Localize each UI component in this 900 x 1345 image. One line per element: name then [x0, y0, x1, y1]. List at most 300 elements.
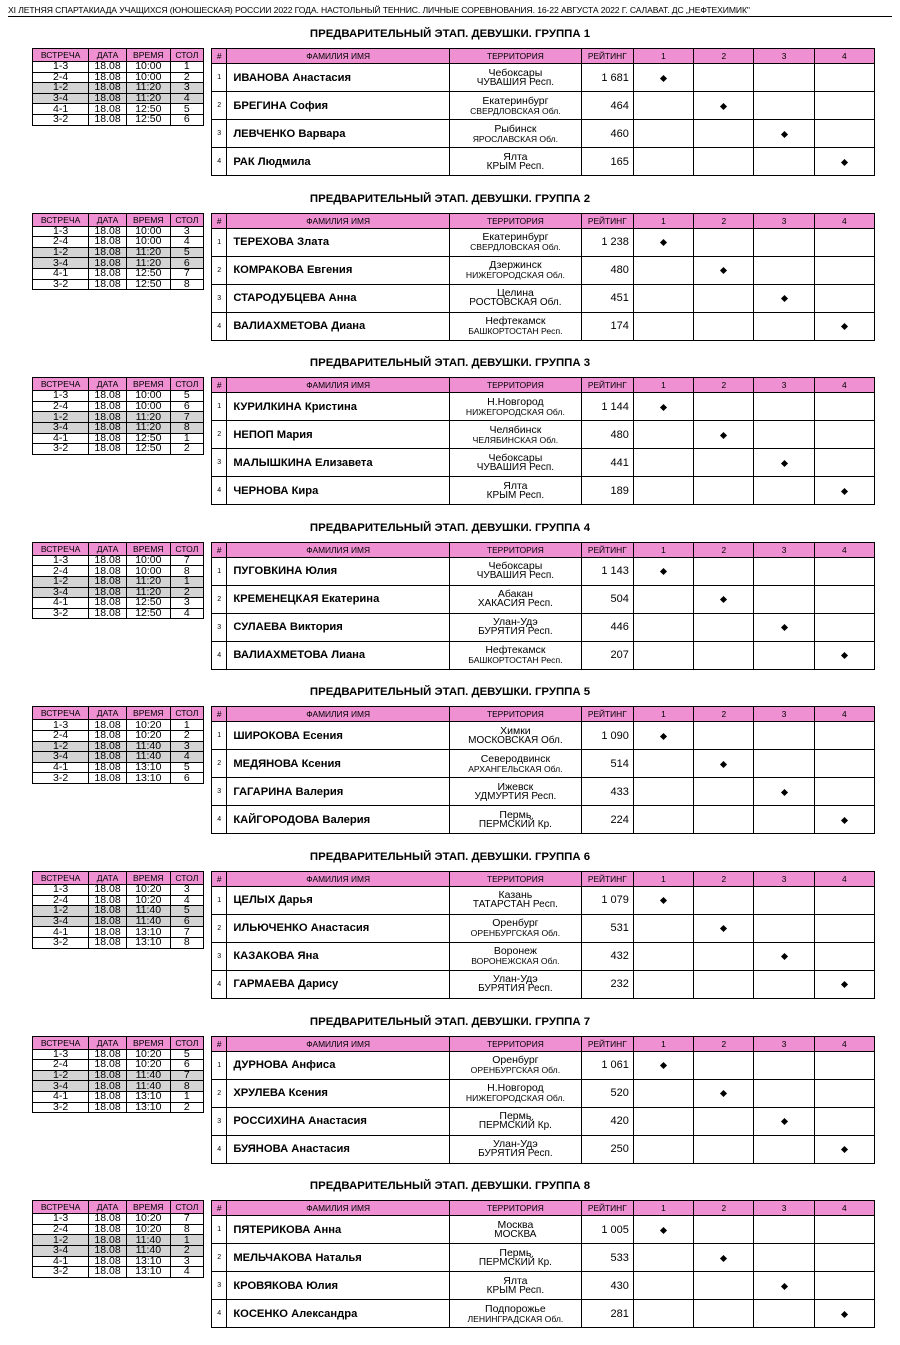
- result-cell: [633, 1300, 693, 1328]
- schedule-table: [32, 213, 204, 291]
- result-cell: [754, 64, 814, 92]
- player-rating: 250: [581, 1135, 633, 1163]
- diagonal-marker: [841, 652, 848, 659]
- schedule-cell: 8: [170, 279, 203, 290]
- group-header-row: [212, 707, 875, 722]
- result-cell: [694, 477, 754, 505]
- player-name: ИЛЬЮЧЕНКО Анастасия: [227, 914, 450, 942]
- schedule-cell: 1-2: [33, 1070, 89, 1081]
- territory-city: Пермь: [499, 1246, 532, 1259]
- result-cell: [694, 1107, 754, 1135]
- player-row: [212, 1051, 875, 1079]
- schedule-cell: 3-2: [33, 279, 89, 290]
- player-territory: [450, 256, 582, 284]
- schedule-cell: 5: [170, 247, 203, 258]
- player-name: СУЛАЕВА Виктория: [227, 613, 450, 641]
- schedule-cell: 3-4: [33, 752, 89, 763]
- player-territory: [450, 641, 582, 669]
- result-cell: [633, 1272, 693, 1300]
- territory-city: Ижевск: [497, 780, 534, 793]
- territory-city: Нефтекамск: [485, 644, 546, 657]
- schedule-cell: 13:10: [126, 1091, 170, 1102]
- schedule-cell: 18.08: [89, 114, 127, 125]
- player-territory: [450, 148, 582, 176]
- result-cell: [633, 641, 693, 669]
- player-number: 4: [212, 477, 227, 505]
- territory-region: ПЕРМСКИЙ Кр.: [478, 1120, 552, 1132]
- player-territory: [450, 1244, 582, 1272]
- player-rating: 1 144: [581, 393, 633, 421]
- player-rating: 514: [581, 750, 633, 778]
- player-name: КРЕМЕНЕЦКАЯ Екатерина: [227, 585, 450, 613]
- territory-city: Дзержинск: [489, 259, 542, 272]
- territory-region: ОРЕНБУРГСКАЯ Обл.: [470, 1065, 561, 1076]
- result-cell: [633, 1107, 693, 1135]
- schedule-cell: 18.08: [89, 1256, 127, 1267]
- player-territory: [450, 942, 582, 970]
- diagonal-marker: [660, 897, 667, 904]
- group-block: [0, 1016, 900, 1181]
- schedule-header-cell: ВРЕМЯ: [126, 542, 170, 555]
- schedule-header-cell: ДАТА: [89, 707, 127, 720]
- player-rating: 165: [581, 148, 633, 176]
- group-header-cell: РЕЙТИНГ: [581, 871, 633, 886]
- player-row: [212, 641, 875, 669]
- player-row: [212, 1244, 875, 1272]
- schedule-cell: 1-2: [33, 412, 89, 423]
- group-title: ПРЕДВАРИТЕЛЬНЫЙ ЭТАП. ДЕВУШКИ. ГРУППА 6: [309, 850, 591, 863]
- player-number: 3: [212, 942, 227, 970]
- player-number: 2: [212, 585, 227, 613]
- schedule-cell: 5: [170, 1049, 203, 1060]
- diagonal-marker: [720, 1090, 727, 1097]
- group-header-cell: 2: [694, 1201, 754, 1216]
- player-rating: 504: [581, 585, 633, 613]
- group-header-cell: 1: [633, 378, 693, 393]
- schedule-cell: 7: [170, 1070, 203, 1081]
- player-rating: 531: [581, 914, 633, 942]
- schedule-cell: 5: [170, 104, 203, 115]
- schedule-header-cell: ВСТРЕЧА: [33, 378, 89, 391]
- result-cell: [694, 148, 754, 176]
- schedule-cell: 11:40: [126, 741, 170, 752]
- schedule-cell: 6: [170, 773, 203, 784]
- player-territory: [450, 1300, 582, 1328]
- schedule-cell: 10:20: [126, 720, 170, 731]
- schedule-table: [32, 706, 204, 784]
- schedule-row: [33, 937, 204, 948]
- schedule-cell: 12:50: [126, 608, 170, 619]
- territory-region: ЛЕНИНГРАДСКАЯ Обл.: [467, 1313, 564, 1324]
- group-header-cell: 3: [754, 49, 814, 64]
- schedule-cell: 13:10: [126, 1256, 170, 1267]
- group-title: ПРЕДВАРИТЕЛЬНЫЙ ЭТАП. ДЕВУШКИ. ГРУППА 1: [309, 28, 591, 40]
- result-cell: [754, 284, 814, 312]
- result-cell: [814, 722, 874, 750]
- group-header-cell: ФАМИЛИЯ ИМЯ: [227, 1201, 450, 1216]
- schedule-header-cell: СТОЛ: [170, 49, 203, 62]
- result-cell: [754, 421, 814, 449]
- result-cell: [694, 120, 754, 148]
- group-header-cell: РЕЙТИНГ: [581, 1201, 633, 1216]
- schedule-cell: 10:00: [126, 72, 170, 83]
- schedule-row: [33, 444, 204, 455]
- schedule-cell: 3: [170, 1256, 203, 1267]
- diagonal-marker: [780, 953, 787, 960]
- player-territory: [450, 750, 582, 778]
- result-cell: [633, 312, 693, 340]
- player-number: 2: [212, 256, 227, 284]
- result-cell: [694, 256, 754, 284]
- player-rating: 430: [581, 1272, 633, 1300]
- schedule-header-cell: ВРЕМЯ: [126, 871, 170, 884]
- result-cell: [814, 778, 874, 806]
- group-block: [0, 522, 900, 687]
- schedule-cell: 12:50: [126, 433, 170, 444]
- diagonal-marker: [660, 568, 667, 575]
- schedule-cell: 2: [170, 444, 203, 455]
- player-name: ЦЕЛЫХ Дарья: [227, 886, 450, 914]
- schedule-cell: 3: [170, 226, 203, 237]
- result-cell: [814, 421, 874, 449]
- group-header-cell: 3: [754, 1201, 814, 1216]
- territory-region: СВЕРДЛОВСКАЯ Обл.: [470, 105, 561, 116]
- schedule-cell: 18.08: [89, 1049, 127, 1060]
- schedule-cell: 3: [170, 598, 203, 609]
- schedule-cell: 6: [170, 114, 203, 125]
- player-row: [212, 557, 875, 585]
- schedule-cell: 18.08: [89, 895, 127, 906]
- player-territory: [450, 64, 582, 92]
- diagonal-marker: [780, 295, 787, 302]
- territory-region: МОСКОВСКАЯ Обл.: [468, 734, 563, 746]
- group-header-cell: #: [212, 1036, 227, 1051]
- schedule-cell: 18.08: [89, 433, 127, 444]
- territory-region: МОСКВА: [494, 1228, 537, 1240]
- group-header-cell: 2: [694, 213, 754, 228]
- result-cell: [814, 1300, 874, 1328]
- player-territory: [450, 1135, 582, 1163]
- schedule-cell: 12:50: [126, 279, 170, 290]
- player-territory: [450, 914, 582, 942]
- group-header-cell: 4: [814, 213, 874, 228]
- player-rating: 446: [581, 613, 633, 641]
- schedule-header-cell: СТОЛ: [170, 213, 203, 226]
- schedule-cell: 2-4: [33, 566, 89, 577]
- player-number: 2: [212, 1244, 227, 1272]
- result-cell: [754, 914, 814, 942]
- territory-region: ЧЕЛЯБИНСКАЯ Обл.: [472, 434, 559, 445]
- result-cell: [633, 92, 693, 120]
- territory-region: ХАКАСИЯ Респ.: [477, 598, 553, 610]
- player-territory: [450, 312, 582, 340]
- player-name: КРОВЯКОВА Юлия: [227, 1272, 450, 1300]
- schedule-cell: 11:40: [126, 1245, 170, 1256]
- result-cell: [633, 1244, 693, 1272]
- schedule-cell: 1-2: [33, 247, 89, 258]
- territory-region: БУРЯТИЯ Респ.: [478, 1148, 553, 1160]
- diagonal-marker: [720, 596, 727, 603]
- player-row: [212, 120, 875, 148]
- group-table: [211, 48, 875, 176]
- player-name: ПУГОВКИНА Юлия: [227, 557, 450, 585]
- schedule-cell: 10:20: [126, 895, 170, 906]
- diagonal-marker: [720, 761, 727, 768]
- schedule-cell: 18.08: [89, 576, 127, 587]
- result-cell: [814, 228, 874, 256]
- player-rating: 207: [581, 641, 633, 669]
- group-header-row: [212, 49, 875, 64]
- group-header-cell: РЕЙТИНГ: [581, 1036, 633, 1051]
- schedule-cell: 1: [170, 576, 203, 587]
- player-territory: [450, 284, 582, 312]
- territory-region: БУРЯТИЯ Респ.: [478, 626, 553, 638]
- result-cell: [694, 421, 754, 449]
- result-cell: [754, 92, 814, 120]
- schedule-cell: 18.08: [89, 608, 127, 619]
- player-row: [212, 256, 875, 284]
- result-cell: [814, 284, 874, 312]
- player-rating: 1 079: [581, 886, 633, 914]
- group-header-cell: 4: [814, 707, 874, 722]
- schedule-header-cell: ВСТРЕЧА: [33, 707, 89, 720]
- player-rating: 1 681: [581, 64, 633, 92]
- schedule-header-cell: ВСТРЕЧА: [33, 1036, 89, 1049]
- territory-region: РОСТОВСКАЯ Обл.: [469, 297, 562, 309]
- result-cell: [814, 120, 874, 148]
- player-row: [212, 1135, 875, 1163]
- schedule-cell: 18.08: [89, 401, 127, 412]
- territory-city: Ялта: [503, 479, 528, 492]
- result-cell: [754, 613, 814, 641]
- schedule-cell: 18.08: [89, 1224, 127, 1235]
- schedule-cell: 2-4: [33, 401, 89, 412]
- player-name: БРЕГИНА София: [227, 92, 450, 120]
- schedule-cell: 2-4: [33, 730, 89, 741]
- territory-city: Челябинск: [489, 423, 542, 436]
- result-cell: [814, 64, 874, 92]
- group-header-cell: 4: [814, 871, 874, 886]
- result-cell: [754, 585, 814, 613]
- schedule-cell: 18.08: [89, 412, 127, 423]
- player-rating: 1 005: [581, 1216, 633, 1244]
- diagonal-marker: [841, 817, 848, 824]
- schedule-cell: 18.08: [89, 247, 127, 258]
- group-header-cell: ФАМИЛИЯ ИМЯ: [227, 1036, 450, 1051]
- player-territory: [450, 421, 582, 449]
- schedule-cell: 18.08: [89, 1245, 127, 1256]
- player-rating: 451: [581, 284, 633, 312]
- schedule-cell: 18.08: [89, 720, 127, 731]
- schedule-row: [33, 1267, 204, 1278]
- territory-region: БАШКОРТОСТАН Респ.: [468, 655, 563, 666]
- player-territory: [450, 778, 582, 806]
- schedule-cell: 3-4: [33, 422, 89, 433]
- group-header-cell: 3: [754, 378, 814, 393]
- schedule-cell: 7: [170, 1214, 203, 1225]
- group-header-cell: 4: [814, 542, 874, 557]
- group-header-row: [212, 542, 875, 557]
- result-cell: [754, 449, 814, 477]
- result-cell: [694, 1272, 754, 1300]
- player-number: 3: [212, 613, 227, 641]
- group-header-cell: РЕЙТИНГ: [581, 707, 633, 722]
- result-cell: [814, 750, 874, 778]
- schedule-header-cell: ДАТА: [89, 378, 127, 391]
- diagonal-marker: [660, 733, 667, 740]
- player-row: [212, 613, 875, 641]
- result-cell: [814, 641, 874, 669]
- player-number: 4: [212, 312, 227, 340]
- schedule-cell: 11:40: [126, 1235, 170, 1246]
- schedule-cell: 10:00: [126, 566, 170, 577]
- player-number: 4: [212, 1300, 227, 1328]
- result-cell: [633, 1135, 693, 1163]
- schedule-header-cell: ВСТРЕЧА: [33, 1201, 89, 1214]
- group-block: [0, 851, 900, 1016]
- schedule-cell: 4: [170, 895, 203, 906]
- player-number: 1: [212, 393, 227, 421]
- territory-region: СВЕРДЛОВСКАЯ Обл.: [470, 242, 561, 253]
- schedule-cell: 8: [170, 422, 203, 433]
- territory-region: ЯРОСЛАВСКАЯ Обл.: [472, 133, 559, 144]
- player-row: [212, 284, 875, 312]
- schedule-cell: 4: [170, 1267, 203, 1278]
- territory-region: ОРЕНБУРГСКАЯ Обл.: [470, 928, 561, 939]
- group-header-cell: ТЕРРИТОРИЯ: [450, 1201, 582, 1216]
- result-cell: [633, 557, 693, 585]
- result-cell: [694, 778, 754, 806]
- group-title: ПРЕДВАРИТЕЛЬНЫЙ ЭТАП. ДЕВУШКИ. ГРУППА 2: [309, 192, 591, 205]
- player-territory: [450, 1079, 582, 1107]
- diagonal-marker: [780, 460, 787, 467]
- group-header-cell: #: [212, 213, 227, 228]
- group-header-cell: ТЕРРИТОРИЯ: [450, 707, 582, 722]
- group-header-cell: РЕЙТИНГ: [581, 378, 633, 393]
- schedule-header-cell: ВРЕМЯ: [126, 1036, 170, 1049]
- player-number: 3: [212, 120, 227, 148]
- schedule-cell: 13:10: [126, 1102, 170, 1113]
- player-number: 2: [212, 92, 227, 120]
- schedule-header-cell: СТОЛ: [170, 871, 203, 884]
- group-table: [211, 542, 875, 670]
- group-title: ПРЕДВАРИТЕЛЬНЫЙ ЭТАП. ДЕВУШКИ. ГРУППА 5: [309, 686, 591, 699]
- player-rating: 433: [581, 778, 633, 806]
- schedule-cell: 18.08: [89, 916, 127, 927]
- schedule-header-cell: ДАТА: [89, 542, 127, 555]
- player-name: ГАРМАЕВА Дарису: [227, 970, 450, 998]
- player-name: КОСЕНКО Александра: [227, 1300, 450, 1328]
- player-name: КУРИЛКИНА Кристина: [227, 393, 450, 421]
- schedule-cell: 10:00: [126, 555, 170, 566]
- territory-city: Воронеж: [493, 945, 537, 958]
- schedule-table: [32, 48, 204, 126]
- result-cell: [814, 1272, 874, 1300]
- player-number: 1: [212, 228, 227, 256]
- group-header-cell: ТЕРРИТОРИЯ: [450, 378, 582, 393]
- schedule-cell: 1-2: [33, 83, 89, 94]
- schedule-cell: 18.08: [89, 752, 127, 763]
- result-cell: [694, 1135, 754, 1163]
- schedule-cell: 18.08: [89, 83, 127, 94]
- result-cell: [814, 393, 874, 421]
- result-cell: [754, 1079, 814, 1107]
- player-territory: [450, 477, 582, 505]
- group-header-cell: 4: [814, 378, 874, 393]
- schedule-cell: 10:00: [126, 62, 170, 73]
- territory-city: Чебоксары: [488, 66, 543, 79]
- result-cell: [633, 970, 693, 998]
- territory-city: Ялта: [503, 1274, 528, 1287]
- result-cell: [814, 1107, 874, 1135]
- player-territory: [450, 393, 582, 421]
- group-header-cell: #: [212, 871, 227, 886]
- schedule-cell: 1: [170, 720, 203, 731]
- result-cell: [633, 284, 693, 312]
- result-cell: [754, 557, 814, 585]
- schedule-cell: 18.08: [89, 279, 127, 290]
- schedule-cell: 4-1: [33, 927, 89, 938]
- schedule-header-cell: СТОЛ: [170, 378, 203, 391]
- territory-city: Улан-Удэ: [493, 1138, 538, 1151]
- schedule-cell: 10:20: [126, 1224, 170, 1235]
- schedule-cell: 3-4: [33, 1081, 89, 1092]
- schedule-cell: 18.08: [89, 104, 127, 115]
- schedule-cell: 1-2: [33, 741, 89, 752]
- player-name: ПЯТЕРИКОВА Анна: [227, 1216, 450, 1244]
- result-cell: [754, 886, 814, 914]
- schedule-cell: 18.08: [89, 1235, 127, 1246]
- player-name: РАК Людмила: [227, 148, 450, 176]
- player-name: ЛЕВЧЕНКО Варвара: [227, 120, 450, 148]
- schedule-cell: 18.08: [89, 268, 127, 279]
- player-name: ХРУЛЕВА Ксения: [227, 1079, 450, 1107]
- player-name: МЕЛЬЧАКОВА Наталья: [227, 1244, 450, 1272]
- schedule-cell: 5: [170, 762, 203, 773]
- result-cell: [633, 393, 693, 421]
- result-cell: [754, 722, 814, 750]
- player-row: [212, 228, 875, 256]
- schedule-cell: 18.08: [89, 1060, 127, 1071]
- group-header-cell: 3: [754, 871, 814, 886]
- schedule-cell: 10:20: [126, 730, 170, 741]
- group-title: ПРЕДВАРИТЕЛЬНЫЙ ЭТАП. ДЕВУШКИ. ГРУППА 4: [309, 521, 591, 534]
- diagonal-marker: [841, 981, 848, 988]
- group-block: [0, 1180, 900, 1345]
- player-row: [212, 148, 875, 176]
- schedule-cell: 4: [170, 608, 203, 619]
- player-row: [212, 393, 875, 421]
- diagonal-marker: [780, 624, 787, 631]
- player-row: [212, 778, 875, 806]
- schedule-cell: 13:10: [126, 1267, 170, 1278]
- schedule-cell: 3-2: [33, 1102, 89, 1113]
- result-cell: [633, 228, 693, 256]
- schedule-header-cell: СТОЛ: [170, 707, 203, 720]
- schedule-cell: 6: [170, 1060, 203, 1071]
- schedule-cell: 18.08: [89, 566, 127, 577]
- schedule-cell: 18.08: [89, 1081, 127, 1092]
- result-cell: [694, 942, 754, 970]
- diagonal-marker: [841, 323, 848, 330]
- schedule-cell: 2-4: [33, 895, 89, 906]
- territory-city: Северодвинск: [480, 752, 551, 765]
- territory-region: КРЫМ Респ.: [486, 1284, 545, 1296]
- schedule-cell: 18.08: [89, 1102, 127, 1113]
- group-header-cell: ТЕРРИТОРИЯ: [450, 49, 582, 64]
- schedule-header-cell: ВСТРЕЧА: [33, 542, 89, 555]
- schedule-header-cell: ДАТА: [89, 1201, 127, 1214]
